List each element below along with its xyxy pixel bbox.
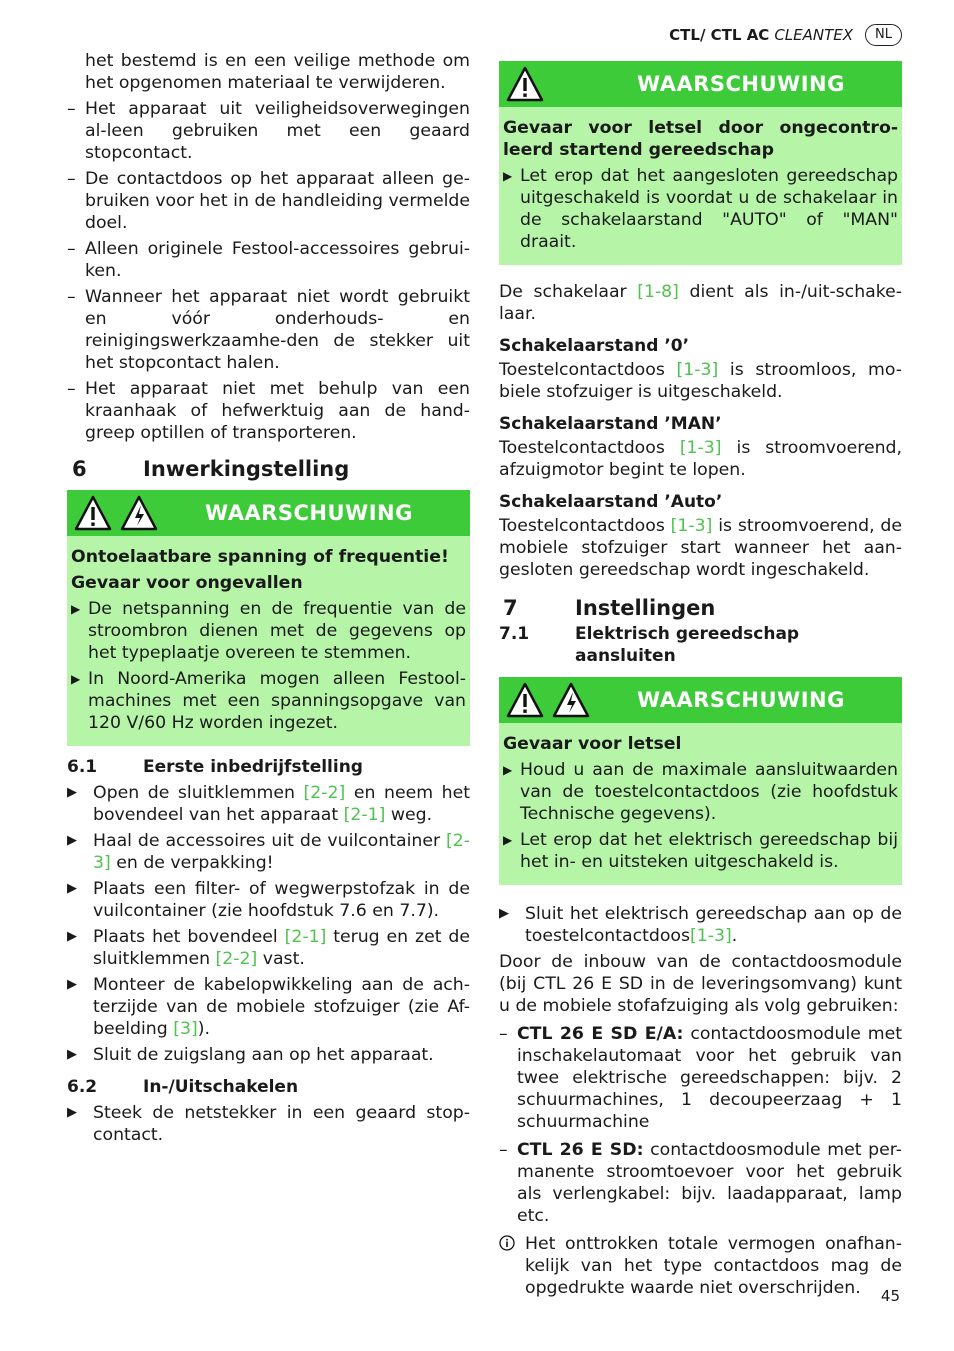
warning-title: WAARSCHUWING [637,72,845,96]
figure-reference: [2-1] [284,927,327,947]
list-item: – CTL 26 E SD: contactdoosmodule met per-manente stroomtoevoer voor het gebruik als verlengkabel: bijv. laadapparaat, lamp etc. [499,1140,903,1226]
info-note: Het onttrokken totale vermogen onafhan-kelijk van het type contactdoos mag de opgedrukte waarde niet overschrijden. [499,1233,902,1299]
list-item: – Het apparaat uit veiligheidsoverwegingen al-leen gebruiken met een geaard stopcontact. [67,99,470,163]
language-badge: NL [865,24,902,46]
switch-pos-man-text: Toestelcontactdoos [1-3] is stroomvoerend, afzuigmotor begint te lopen. [499,438,902,480]
step-item: ▶ Monteer de kabelopwikkeling aan de ach-terzijde van de mobiele stofzuiger (zie Af-beelding [3]). [67,975,470,1039]
warning-triangle-icon [505,65,545,103]
warning-item: ▶ Houd u aan de maximale aansluitwaarden van de toestelcontactdoos (zie hoofdstuk Technische gegevens). [503,760,898,824]
electric-hazard-icon [119,494,159,532]
warning-heading: Gevaar voor letsel [503,734,682,754]
warning-triangle-icon [505,681,545,719]
product-name: CTL/ CTL AC [669,26,770,44]
warning-triangle-icon [73,494,113,532]
warning-item: ▶ Let erop dat het elektrisch gereedschap bij het in- en uitsteken uitgeschakeld is. [503,830,898,872]
section-heading-6-2: 6.2 In-/Uitschakelen [67,1077,299,1097]
switch-intro: De schakelaar [1-8] dient als in-/uit-schake-laar. [499,282,902,324]
list-item: – CTL 26 E SD E/A: contactdoosmodule met inschakelautomaat voor het gebruik van twee elektrische gereedschappen: bijv. 2 schuurmachines, 1 decoupeerzaag + 1 schuurmachine [499,1024,902,1132]
warning-header [499,677,902,723]
left-column [67,50,470,1150]
warning-box-connect [499,677,902,885]
right-column [499,61,902,1299]
figure-reference: [2-1] [343,805,386,825]
list-item: – De contactdoos op het apparaat alleen ge-bruiken voor het in de handleiding vermelde doel. [67,169,470,233]
intro-continuation: het bestemd is en een veilige methode om het opgenomen materiaal te verwijderen. [85,51,470,93]
warning-item: ▶ De netspanning en de frequentie van de stroombron dienen met de gegevens op het typeplaatje overeen te stemmen. [71,599,466,663]
step-item: ▶ Plaats het bovendeel [2-1] terug en zet de sluitklemmen [2-2] vast. [67,927,470,969]
figure-reference: [1-3] [689,926,732,946]
step-item: ▶ Sluit het elektrisch gereedschap aan op de toestelcontactdoos[1-3]. [499,904,902,946]
warning-box-startup [499,61,902,265]
step-item: ▶ Open de sluitklemmen [2-2] en neem het bovendeel van het apparaat [2-1] weg. [67,783,470,825]
figure-reference: [1-3] [679,438,722,458]
section-heading-6-1: 6.1 Eerste inbedrijfstelling [67,757,363,777]
page-header [669,24,902,46]
figure-reference: [1-3] [670,516,713,536]
step-item: ▶ Sluit de zuigslang aan op het apparaat. [67,1045,434,1065]
warning-title: WAARSCHUWING [637,688,845,712]
warning-heading: Ontoelaatbare spanning of frequentie! [71,547,449,567]
warning-subheading: Gevaar voor ongevallen [71,573,303,593]
switch-pos-auto-text: Toestelcontactdoos [1-3] is stroomvoerend, de mobiele stofzuiger start wanneer het aan-gesloten gereedschap wordt ingeschakeld. [499,516,902,580]
electric-hazard-icon [551,681,591,719]
warning-header [499,61,902,107]
page-number: 45 [880,1287,900,1305]
figure-reference: [1-8] [637,282,679,302]
list-item: – Alleen originele Festool-accessoires gebrui-ken. [67,239,470,281]
switch-pos-0-text: Toestelcontactdoos [1-3] is stroomloos, mo-biele stofzuiger is uitgeschakeld. [499,360,902,402]
warning-item: ▶ Let erop dat het aangesloten gereedschap uitgeschakeld is voordat u de schakelaar in de schakelaarstand "AUTO" of "MAN" draait. [503,166,898,252]
module-intro: Door de inbouw van de contactdoosmodule (bij CTL 26 E SD in de leveringsomvang) kunt u de mobiele stofafzuiging als volg gebruiken: [499,952,902,1016]
section-heading-7: 7 Instellingen [503,596,716,620]
step-item: ▶ Plaats een filter- of wegwerpstofzak in de vuilcontainer (zie hoofdstuk 7.6 en 7.7). [67,879,470,921]
switch-pos-0-title: Schakelaarstand ’0’ [499,336,690,356]
warning-item: ▶ In Noord-Amerika mogen alleen Festool-machines met een spanningsopgave van 120 V/60 Hz worden ingezet. [71,669,466,733]
figure-reference: [2-3] [93,831,470,873]
figure-reference: [2-2] [303,783,346,803]
warning-title: WAARSCHUWING [205,501,413,525]
warning-box-voltage [67,490,470,746]
list-item: – Wanneer het apparaat niet wordt gebruikt en vóór onderhouds- en reinigingswerkzaamhe-den de stekker uit het stopcontact halen. [67,287,470,373]
section-heading-6: 6 Inwerkingstelling [72,457,350,481]
section-heading-7-1: 7.1 Elektrisch gereedschap aansluiten [499,624,800,666]
step-item: ▶ Steek de netstekker in een geaard stop-contact. [67,1103,470,1145]
step-item: ▶ Haal de accessoires uit de vuilcontainer [2-3] en de verpakking! [67,831,470,873]
list-item: – Het apparaat niet met behulp van een kraanhaak of hefwerktuig aan de hand-greep optillen of transporteren. [67,379,470,443]
warning-heading: Gevaar voor letsel door ongecontro-leerd startend gereedschap [503,118,898,160]
product-subtitle: CLEANTEX [774,26,854,44]
switch-pos-auto-title: Schakelaarstand ’Auto’ [499,492,723,512]
figure-reference: [1-3] [676,360,719,380]
figure-reference: [3] [173,1019,198,1039]
figure-reference: [2-2] [215,949,258,969]
info-icon [499,1233,517,1251]
switch-pos-man-title: Schakelaarstand ’MAN’ [499,414,722,434]
warning-header [67,490,470,536]
